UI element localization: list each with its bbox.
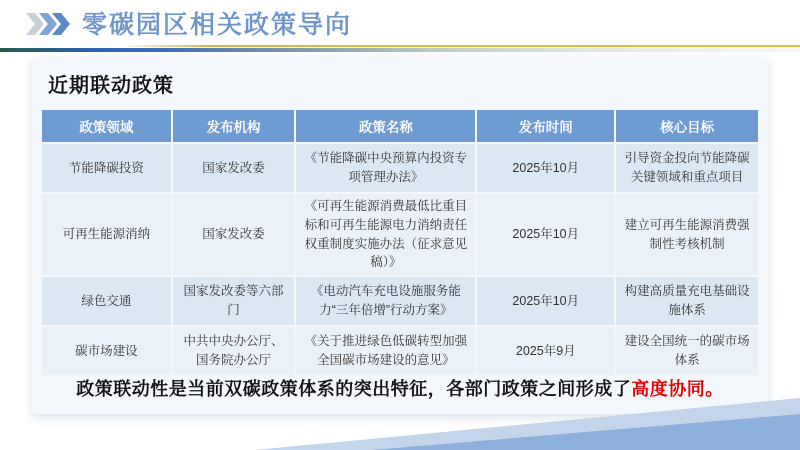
conclusion-main: 政策联动性是当前双碳政策体系的突出特征，各部门政策之间形成了: [76, 379, 632, 399]
slide-title: 零碳园区相关政策导向: [82, 11, 353, 39]
cell-agency: 中共中央办公厅、国务院办公厅: [173, 327, 295, 375]
content-card: [32, 57, 768, 414]
bottom-wedge-decoration: [0, 390, 800, 450]
table-header-row: [42, 110, 758, 142]
table-row: [42, 144, 758, 192]
header-rule-gold: [128, 45, 800, 47]
cell-goal: 引导资金投向节能降碳关键领域和重点项目: [616, 144, 758, 192]
policy-table: [40, 108, 760, 377]
col-header-policy-name: 政策名称: [296, 110, 475, 142]
table-row: [42, 327, 758, 375]
cell-agency: 国家发改委等六部门: [173, 277, 295, 325]
cell-agency: 国家发改委: [173, 194, 295, 275]
conclusion-highlight: 高度协同。: [631, 379, 724, 399]
cell-policy-name: 《关于推进绿色低碳转型加强全国碳市场建设的意见》: [296, 327, 475, 375]
cell-date: 2025年10月: [477, 194, 614, 275]
table-row: [42, 194, 758, 275]
cell-goal: 建设全国统一的碳市场体系: [616, 327, 758, 375]
cell-goal: 建立可再生能源消费强制性考核机制: [616, 194, 758, 275]
cell-policy-field: 碳市场建设: [42, 327, 171, 375]
cell-date: 2025年10月: [477, 277, 614, 325]
slide-header: [0, 0, 800, 46]
table-row: [42, 277, 758, 325]
col-header-policy-field: 政策领域: [42, 110, 171, 142]
cell-date: 2025年9月: [477, 327, 614, 375]
cell-agency: 国家发改委: [173, 144, 295, 192]
cell-policy-field: 可再生能源消纳: [42, 194, 171, 275]
cell-policy-field: 绿色交通: [42, 277, 171, 325]
header-rule-gradient: [0, 48, 800, 52]
cell-policy-name: 《电动汽车充电设施服务能力“三年倍增”行动方案》: [296, 277, 475, 325]
triple-chevron-right-icon: [26, 13, 72, 35]
col-header-goal: 核心目标: [616, 110, 758, 142]
col-header-date: 发布时间: [477, 110, 614, 142]
section-title: 近期联动政策: [48, 75, 174, 97]
cell-date: 2025年10月: [477, 144, 614, 192]
col-header-agency: 发布机构: [173, 110, 295, 142]
cell-policy-name: 《可再生能源消费最低比重目标和可再生能源电力消纳责任权重制度实施办法（征求意见稿）》: [296, 194, 475, 275]
cell-goal: 构建高质量充电基础设施体系: [616, 277, 758, 325]
cell-policy-name: 《节能降碳中央预算内投资专项管理办法》: [296, 144, 475, 192]
cell-policy-field: 节能降碳投资: [42, 144, 171, 192]
